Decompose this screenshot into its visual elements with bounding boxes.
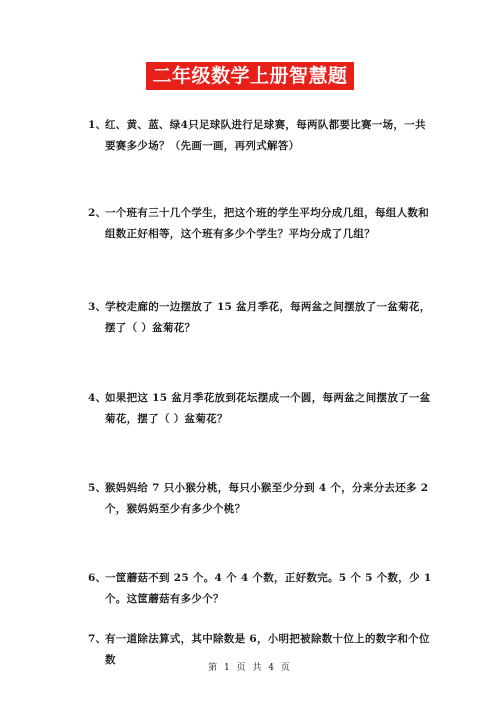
question-text: 如果把这 15 盆月季花放到花坛摆成一个圆，每两盆之间摆放了一盆菊花，摆了（ ）盆菊花？ (105, 392, 431, 425)
page-footer: 第 1 页 共 4 页 (208, 663, 292, 673)
question-number: 5、 (88, 482, 107, 494)
question-number: 2、 (88, 207, 107, 219)
question-1 (88, 115, 433, 157)
question-text: 有一道除法算式，其中除数是 6，小明把被除数十位上的数字和个位数 (105, 633, 430, 666)
question-number: 3、 (88, 301, 107, 313)
question-6 (88, 568, 433, 610)
question-2 (88, 203, 433, 245)
question-number: 1、 (88, 119, 107, 131)
title-container (0, 62, 500, 90)
question-4 (88, 388, 433, 430)
question-5 (88, 478, 433, 520)
page-title: 二年级数学上册智慧题 (146, 62, 353, 90)
question-text: 一个班有三十几个学生，把这个班的学生平均分成几组，每组人数和组数正好相等，这个班有多少个学生？平均分成了几组？ (105, 207, 429, 240)
question-number: 7、 (88, 633, 107, 645)
question-3 (88, 297, 433, 339)
question-text: 一筐蘑菇不到 25 个。4 个 4 个数，正好数完。5 个 5 个数，少 1 个。这筐蘑菇有多少个？ (105, 572, 432, 605)
question-number: 4、 (88, 392, 107, 404)
question-text: 学校走廊的一边摆放了 15 盆月季花，每两盆之间摆放了一盆菊花，摆了（ ）盆菊花？ (105, 301, 431, 334)
question-text: 猴妈妈给 7 只小猴分桃，每只小猴至少分到 4 个，分来分去还多 2 个，猴妈妈至少有多少个桃？ (105, 482, 429, 515)
question-number: 6、 (88, 572, 107, 584)
question-text: 红、黄、蓝、绿4只足球队进行足球赛，每两队都要比赛一场，一共要赛多少场？（先画一画，再列式解答） (105, 119, 426, 152)
